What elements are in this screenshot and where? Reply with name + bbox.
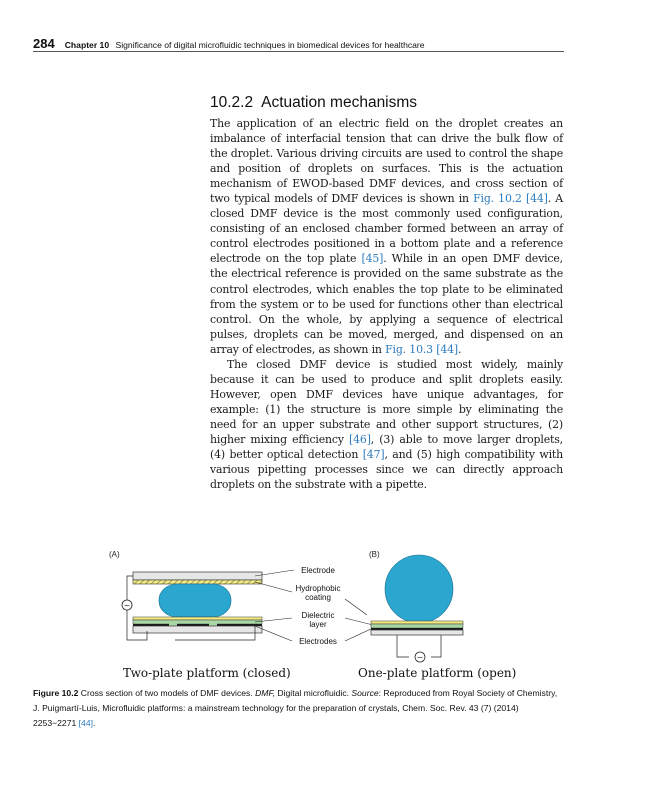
text-run: . While in an open DMF device, the electrical reference is provided on the same substrate as the control electrodes, which enables the top plate to be eliminated from the system or to be used for functions other than electrical control. On the whole, by applying a sequence of electrical pulses, droplets can be moved, merged, and dispensed on an array of electrodes, as shown in	[210, 252, 563, 356]
caption-source-label: Source	[351, 688, 379, 698]
dmf-diagram	[105, 545, 565, 665]
open-dielectric-layer	[371, 624, 463, 628]
figure-caption	[33, 686, 564, 732]
bottom-hydrophobic-layer	[133, 617, 262, 620]
caption-text: Cross section of two models of DMF devices.	[80, 688, 253, 698]
paragraph-2	[210, 357, 563, 492]
top-hydrophobic-coating	[133, 580, 262, 584]
label-dielectric-1: Dielectric	[301, 611, 335, 620]
bottom-plate	[133, 626, 262, 633]
panel-b-label: (B)	[369, 550, 380, 559]
section-number: 10.2.2	[210, 94, 254, 111]
wire	[431, 635, 441, 657]
label-hydrophobic-1: Hydrophobic	[295, 584, 341, 593]
header-rule	[33, 51, 564, 52]
electrode-gap	[209, 623, 217, 626]
citation-link[interactable]: [46]	[349, 432, 371, 446]
running-head	[33, 36, 564, 51]
subcaption-closed: Two-plate platform (closed)	[123, 666, 291, 680]
caption-end: .	[93, 718, 96, 729]
citation-link[interactable]: [47]	[362, 448, 385, 462]
subcaption-open: One-plate platform (open)	[358, 666, 517, 680]
body-text	[210, 116, 563, 492]
figure-link[interactable]: Fig. 10.2 [44]	[473, 192, 548, 206]
text-run: .	[458, 342, 462, 356]
citation-link[interactable]: [45]	[361, 252, 384, 266]
section-title: Actuation mechanisms	[261, 94, 418, 111]
top-plate	[133, 572, 262, 580]
electrode-gap	[169, 623, 177, 626]
chapter-label: Chapter 10	[64, 40, 110, 50]
wire	[397, 635, 409, 657]
dielectric-layer	[133, 620, 262, 624]
caption-source-text: : Reproduced from Royal Society of Chemistry, J. Puigmartí-Luis, Microfluidic platforms: a mainstream technology for the preparation of crystals, Chem. Soc. Rev. 43 (7) (2014) 2253−2271	[33, 688, 558, 729]
text-run: , and (5) high compatibility with various pipetting processes since we can directly approach droplets on the substrate with a pipette.	[210, 448, 563, 492]
ac-symbol: ~	[416, 653, 424, 662]
diagram-labels	[296, 566, 341, 646]
chapter-title: Significance of digital microfluidic techniques in biomedical devices for healthcare	[115, 40, 425, 50]
closed-device	[122, 572, 262, 640]
text-run: The application of an electric field on the droplet creates an imbalance of interfacial tension that can drive the bulk flow of the droplet. Various driving circuits are used to control the shape and position of droplets on surfaces. This is the actuation mechanism of EWOD-based DMF devices, and cross section of two typical models of DMF devices is shown in	[210, 117, 563, 206]
ac-symbol: ~	[123, 601, 131, 610]
droplet-closed	[159, 584, 231, 617]
section-heading	[210, 94, 570, 112]
page-number: 284	[33, 36, 55, 51]
open-substrate	[371, 630, 463, 635]
text-run: . A closed DMF device is the most commonly used configuration, consisting of an enclosed chamber formed between an array of control electrodes positioned in a bottom plate and a reference electrode on the top plate	[210, 192, 563, 266]
citation-link[interactable]: [44]	[78, 718, 93, 729]
caption-text: Digital microfluidic.	[277, 688, 350, 698]
text-run: The closed DMF device is studied most widely, mainly because it can be used to produce and split droplets easily. However, open DMF devices have unique advantages, for example: (1) the structure is more simple by eliminating the need for an upper substrate and other support structures, (2) higher mixing efficiency	[210, 357, 563, 446]
label-electrodes: Electrodes	[299, 637, 337, 646]
open-device	[371, 555, 463, 662]
figure-10-2	[105, 545, 565, 685]
panel-a-label: (A)	[109, 550, 120, 559]
label-dielectric-2: layer	[309, 620, 327, 629]
text-run: , (3) able to move larger droplets, (4) better optical detection	[210, 432, 563, 462]
droplet-open	[385, 555, 453, 623]
open-hydrophobic-layer	[371, 621, 463, 624]
label-hydrophobic-2: coating	[305, 593, 331, 602]
leader-lines	[255, 570, 373, 641]
figure-label: Figure 10.2	[33, 688, 79, 698]
caption-abbrev: DMF,	[255, 688, 275, 698]
paragraph-1	[210, 116, 563, 357]
label-electrode: Electrode	[301, 566, 335, 575]
figure-link[interactable]: Fig. 10.3 [44]	[385, 342, 459, 356]
